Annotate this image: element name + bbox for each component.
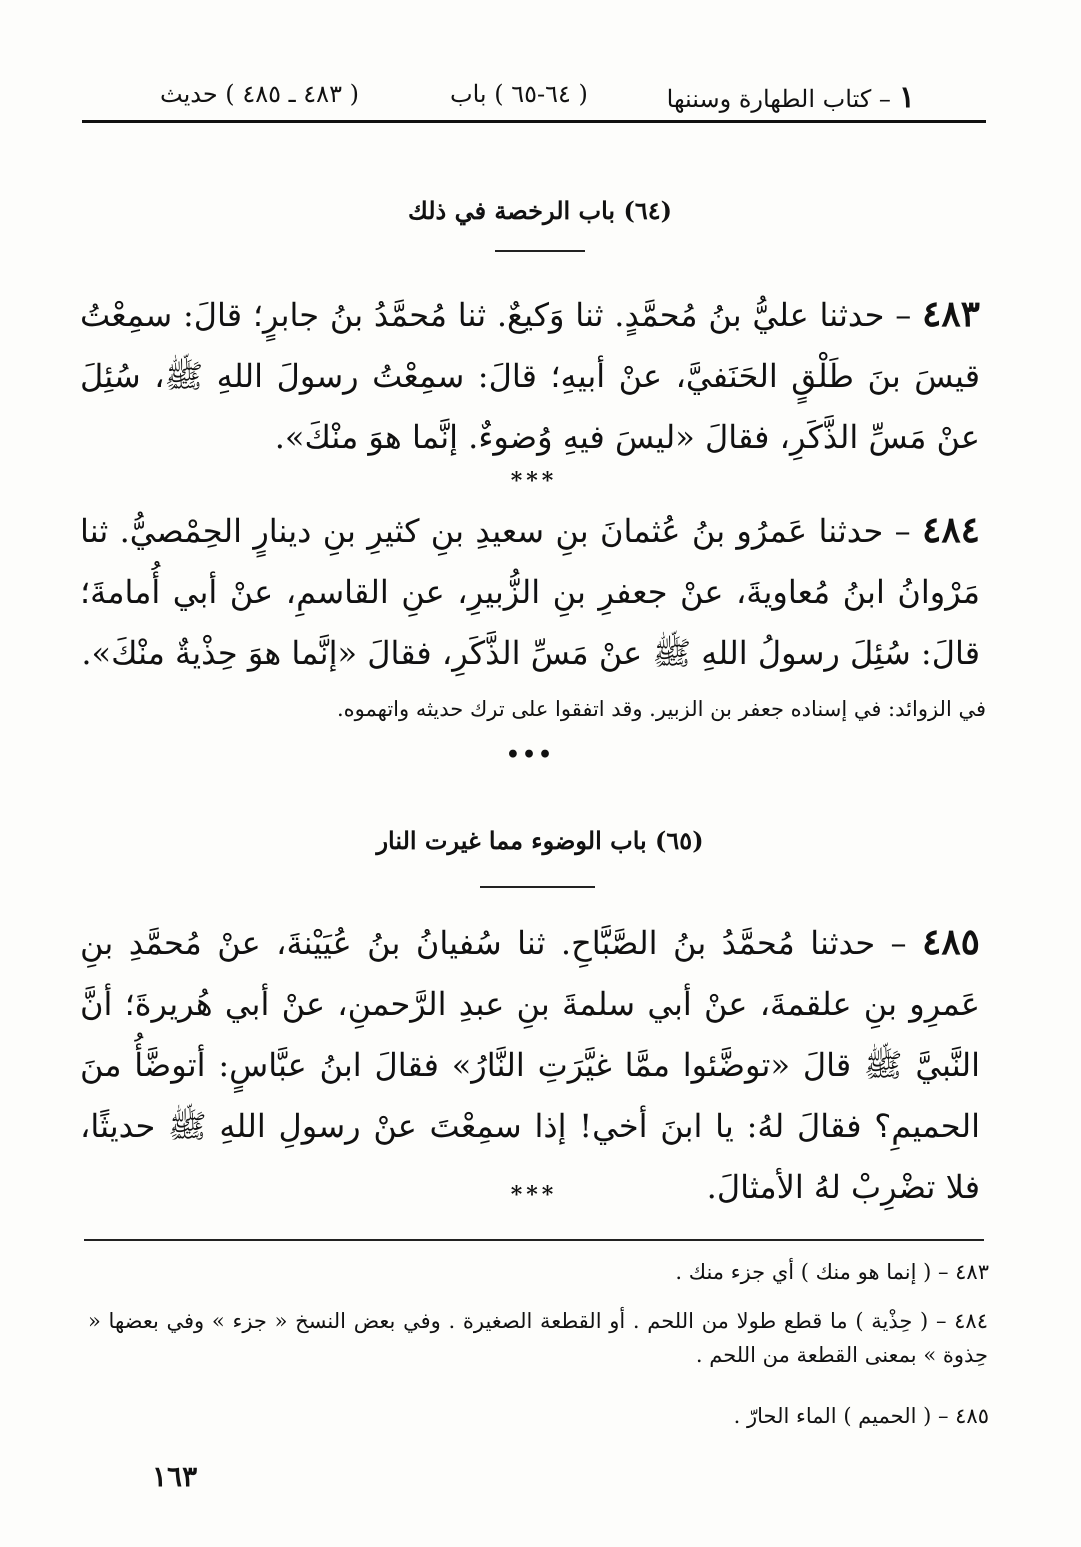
header-rule — [82, 120, 986, 123]
section-rule-65 — [480, 886, 595, 888]
hadith-484 — [80, 500, 980, 684]
hadith-number: ٤٨٣ — [921, 293, 980, 335]
footnote-483: ٤٨٣ – ( إنما هو منك ) أي جزء منك . — [675, 1260, 989, 1284]
footnote-484: ٤٨٤ – ( حِذْية ) ما قطع طولا من اللحم . أو القطعة الصغيرة . وفي بعض النسخ « جزء » وفي بعضها « حِذوة » بمعنى القطعة من اللحم . — [88, 1309, 988, 1367]
footnote-485: ٤٨٥ – ( الحميم ) الماء الحارّ . — [733, 1404, 989, 1428]
zawaid-note: في الزوائد: في إسناده جعفر بن الزبير. وقد اتفقوا على ترك حديثه واتهموه. — [336, 697, 986, 721]
running-header — [150, 80, 915, 120]
hadith-text: – حدثنا عليُّ بنُ مُحمَّدٍ. ثنا وَكيعٌ. ثنا مُحمَّدُ بنُ جابرٍ؛ قالَ: سمِعْتُ قيسَ بنَ طَلْقٍ الحَنَفيَّ، عنْ أبيهِ؛ قالَ: سمِعْتُ رسولَ اللهِ ﷺ، سُئِلَ عنْ مَسِّ الذَّكَرِ، فقالَ «ليسَ فيهِ وُضوءٌ. إنَّما هوَ منْكَ». — [80, 296, 980, 456]
section-rule-64 — [495, 250, 585, 252]
section-title-64: (٦٤) باب الرخصة في ذلك — [408, 196, 672, 225]
stars-separator: *** — [510, 1182, 558, 1208]
header-chapter-number: ١ — [898, 80, 915, 115]
header-chapter-title: – كتاب الطهارة وسننها — [666, 85, 891, 113]
dots-separator: ••• — [505, 742, 555, 768]
header-chapter — [667, 80, 915, 115]
header-bab-range: ( ٦٤-٦٥ ) باب — [450, 80, 588, 108]
hadith-number: ٤٨٥ — [922, 921, 981, 963]
stars-separator: *** — [510, 468, 558, 494]
hadith-485 — [80, 912, 980, 1218]
page-number: ١٦٣ — [152, 1460, 198, 1493]
hadith-text: – حدثنا عَمرُو بنُ عُثمانَ بنِ سعيدِ بنِ كثيرِ بنِ دينارٍ الحِمْصيُّ. ثنا مَرْوانُ ابنُ مُعاويةَ، عنْ جعفرِ بنِ الزُّبيرِ، عنِ القاسمِ، عنْ أبي أُمامةَ؛ قالَ: سُئِلَ رسولُ اللهِ ﷺ عنْ مَسِّ الذَّكَرِ، فقالَ «إنَّما هوَ حِذْيةٌ منْكَ». — [80, 512, 981, 672]
hadith-number: ٤٨٤ — [922, 509, 981, 551]
footnotes-rule — [84, 1239, 984, 1241]
hadith-483 — [80, 284, 980, 468]
header-hadith-range: ( ٤٨٣ ـ ٤٨٥ ) حديث — [160, 80, 359, 108]
hadith-text: – حدثنا مُحمَّدُ بنُ الصَّبَّاحِ. ثنا سُفيانُ بنُ عُيَيْنةَ، عنْ مُحمَّدِ بنِ عَمرِو بنِ علقمةَ، عنْ أبي سلمةَ بنِ عبدِ الرَّحمنِ، عنْ أبي هُريرةَ؛ أنَّ النَّبيَّ ﷺ قالَ «توضَّئوا ممَّا غيَّرَتِ النَّارُ» فقالَ ابنُ عبَّاسٍ: أتوضَّأُ منَ الحميمِ؟ فقالَ لهُ: يا ابنَ أخي! إذا سمِعْتَ عنْ رسولِ اللهِ ﷺ حديثًا، فلا تضْرِبْ لهُ الأمثالَ. — [80, 924, 980, 1206]
section-title-65: (٦٥) باب الوضوء مما غيرت النار — [376, 826, 704, 855]
